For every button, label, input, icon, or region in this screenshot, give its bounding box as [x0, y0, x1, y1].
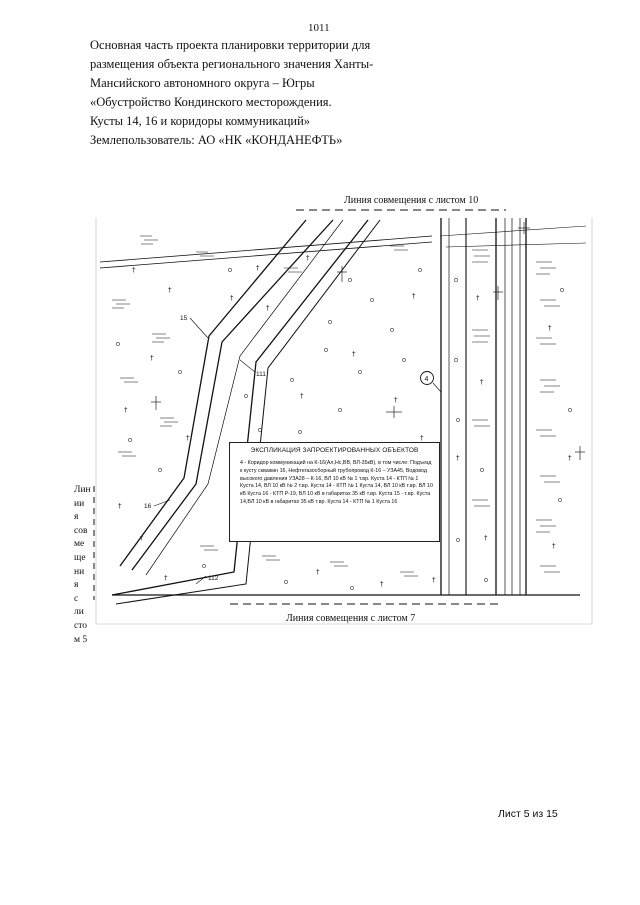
point-label-112: 112 — [208, 575, 219, 582]
svg-text:†: † — [168, 286, 172, 294]
svg-text:†: † — [150, 354, 154, 362]
svg-text:†: † — [316, 568, 320, 576]
svg-text:†: † — [568, 454, 572, 462]
side-label-part: ии — [74, 498, 85, 509]
svg-text:†: † — [480, 378, 484, 386]
side-label-part: сто — [74, 620, 87, 631]
svg-text:†: † — [548, 324, 552, 332]
title-line: «Обустройство Кондинского месторождения. — [90, 95, 332, 109]
point-label-16: 16 — [144, 503, 152, 510]
page-number: 1011 — [308, 22, 330, 34]
svg-text:†: † — [394, 396, 398, 404]
match-line-left-label — [74, 484, 102, 647]
point-label-111: 111 — [256, 371, 266, 378]
side-label-part: м 5 — [74, 634, 88, 645]
side-label-part: Лин — [74, 485, 91, 495]
side-label-part: с — [74, 593, 79, 604]
title-line: размещения объекта регионального значения Ханты- — [90, 57, 374, 71]
side-label-part: я — [74, 512, 79, 523]
svg-text:†: † — [164, 574, 168, 582]
svg-text:†: † — [230, 294, 234, 302]
match-line-top-label: Линия совмещения с листом 10 — [344, 195, 479, 206]
object-number-label: 4 — [424, 376, 429, 383]
svg-text:†: † — [432, 576, 436, 584]
horizontal-lines — [100, 226, 586, 268]
legend-body: 4 - Коридор коммуникаций на К-16(Ал,Нс,ВВ, ВЛ-35кВ), в том числе: Подъезд к кусту скважин 16, Нефтегазосборный трубопровод К-16 – УЗА45, Водовод высокого давления УЗА28 – К-16, ВЛ 10 кВ № 1 т.вр. Куста 14 - КТП № 1 Куста 14, ВЛ 10 кВ № 2 т.вр. Куста 14 - КТП № 1 Куста 14, ВЛ 10 кВ т.вр. ВЛ 10 кВ Куста 16 - КТП Р-19, ВЛ 10 кВ в габаритах 35 кВ т.вр. Куста 15 - т.вр. Куста 14,ВЛ 10 кВ в габаритах 35 кВ т.вр. Куста 14 - КТП № 1 Куста 16 — [240, 460, 433, 505]
title-line: Основная часть проекта планировки территории для — [90, 38, 371, 52]
svg-text:†: † — [124, 406, 128, 414]
match-line-bottom-label: Линия совмещения с листом 7 — [286, 613, 416, 624]
svg-text:†: † — [476, 294, 480, 302]
land-user-line: Землепользователь: АО «НК «КОНДАНЕФТЬ» — [90, 133, 343, 147]
side-label-part: ни — [74, 566, 85, 577]
svg-text:†: † — [132, 266, 136, 274]
communication-corridor — [112, 220, 380, 604]
svg-text:†: † — [456, 454, 460, 462]
legend-title: ЭКСПЛИКАЦИЯ ЗАПРОЕКТИРОВАННЫХ ОБЪЕКТОВ — [250, 447, 419, 454]
svg-text:†: † — [140, 534, 144, 542]
svg-text:†: † — [552, 542, 556, 550]
point-label-15: 15 — [180, 315, 188, 322]
svg-text:†: † — [256, 264, 260, 272]
sheet-counter: Лист 5 из 15 — [498, 808, 558, 820]
svg-text:†: † — [352, 350, 356, 358]
svg-text:†: † — [306, 254, 310, 262]
legend-box — [229, 442, 440, 542]
svg-text:†: † — [266, 304, 270, 312]
svg-text:†: † — [300, 392, 304, 400]
svg-text:†: † — [484, 534, 488, 542]
svg-text:†: † — [420, 434, 424, 442]
svg-text:†: † — [380, 580, 384, 588]
svg-text:†: † — [186, 434, 190, 442]
svg-text:†: † — [412, 292, 416, 300]
svg-text:†: † — [118, 502, 122, 510]
side-label-part: ли — [74, 607, 84, 618]
side-label-part: сов — [74, 525, 88, 536]
side-label-part: ще — [74, 552, 86, 563]
title-line: Кусты 14, 16 и коридоры коммуникаций» — [90, 114, 311, 128]
side-label-part: ме — [74, 539, 85, 550]
map-frame — [96, 218, 592, 624]
side-label-part: я — [74, 580, 79, 591]
title-line: Мансийского автономного округа – Югры — [90, 76, 315, 90]
